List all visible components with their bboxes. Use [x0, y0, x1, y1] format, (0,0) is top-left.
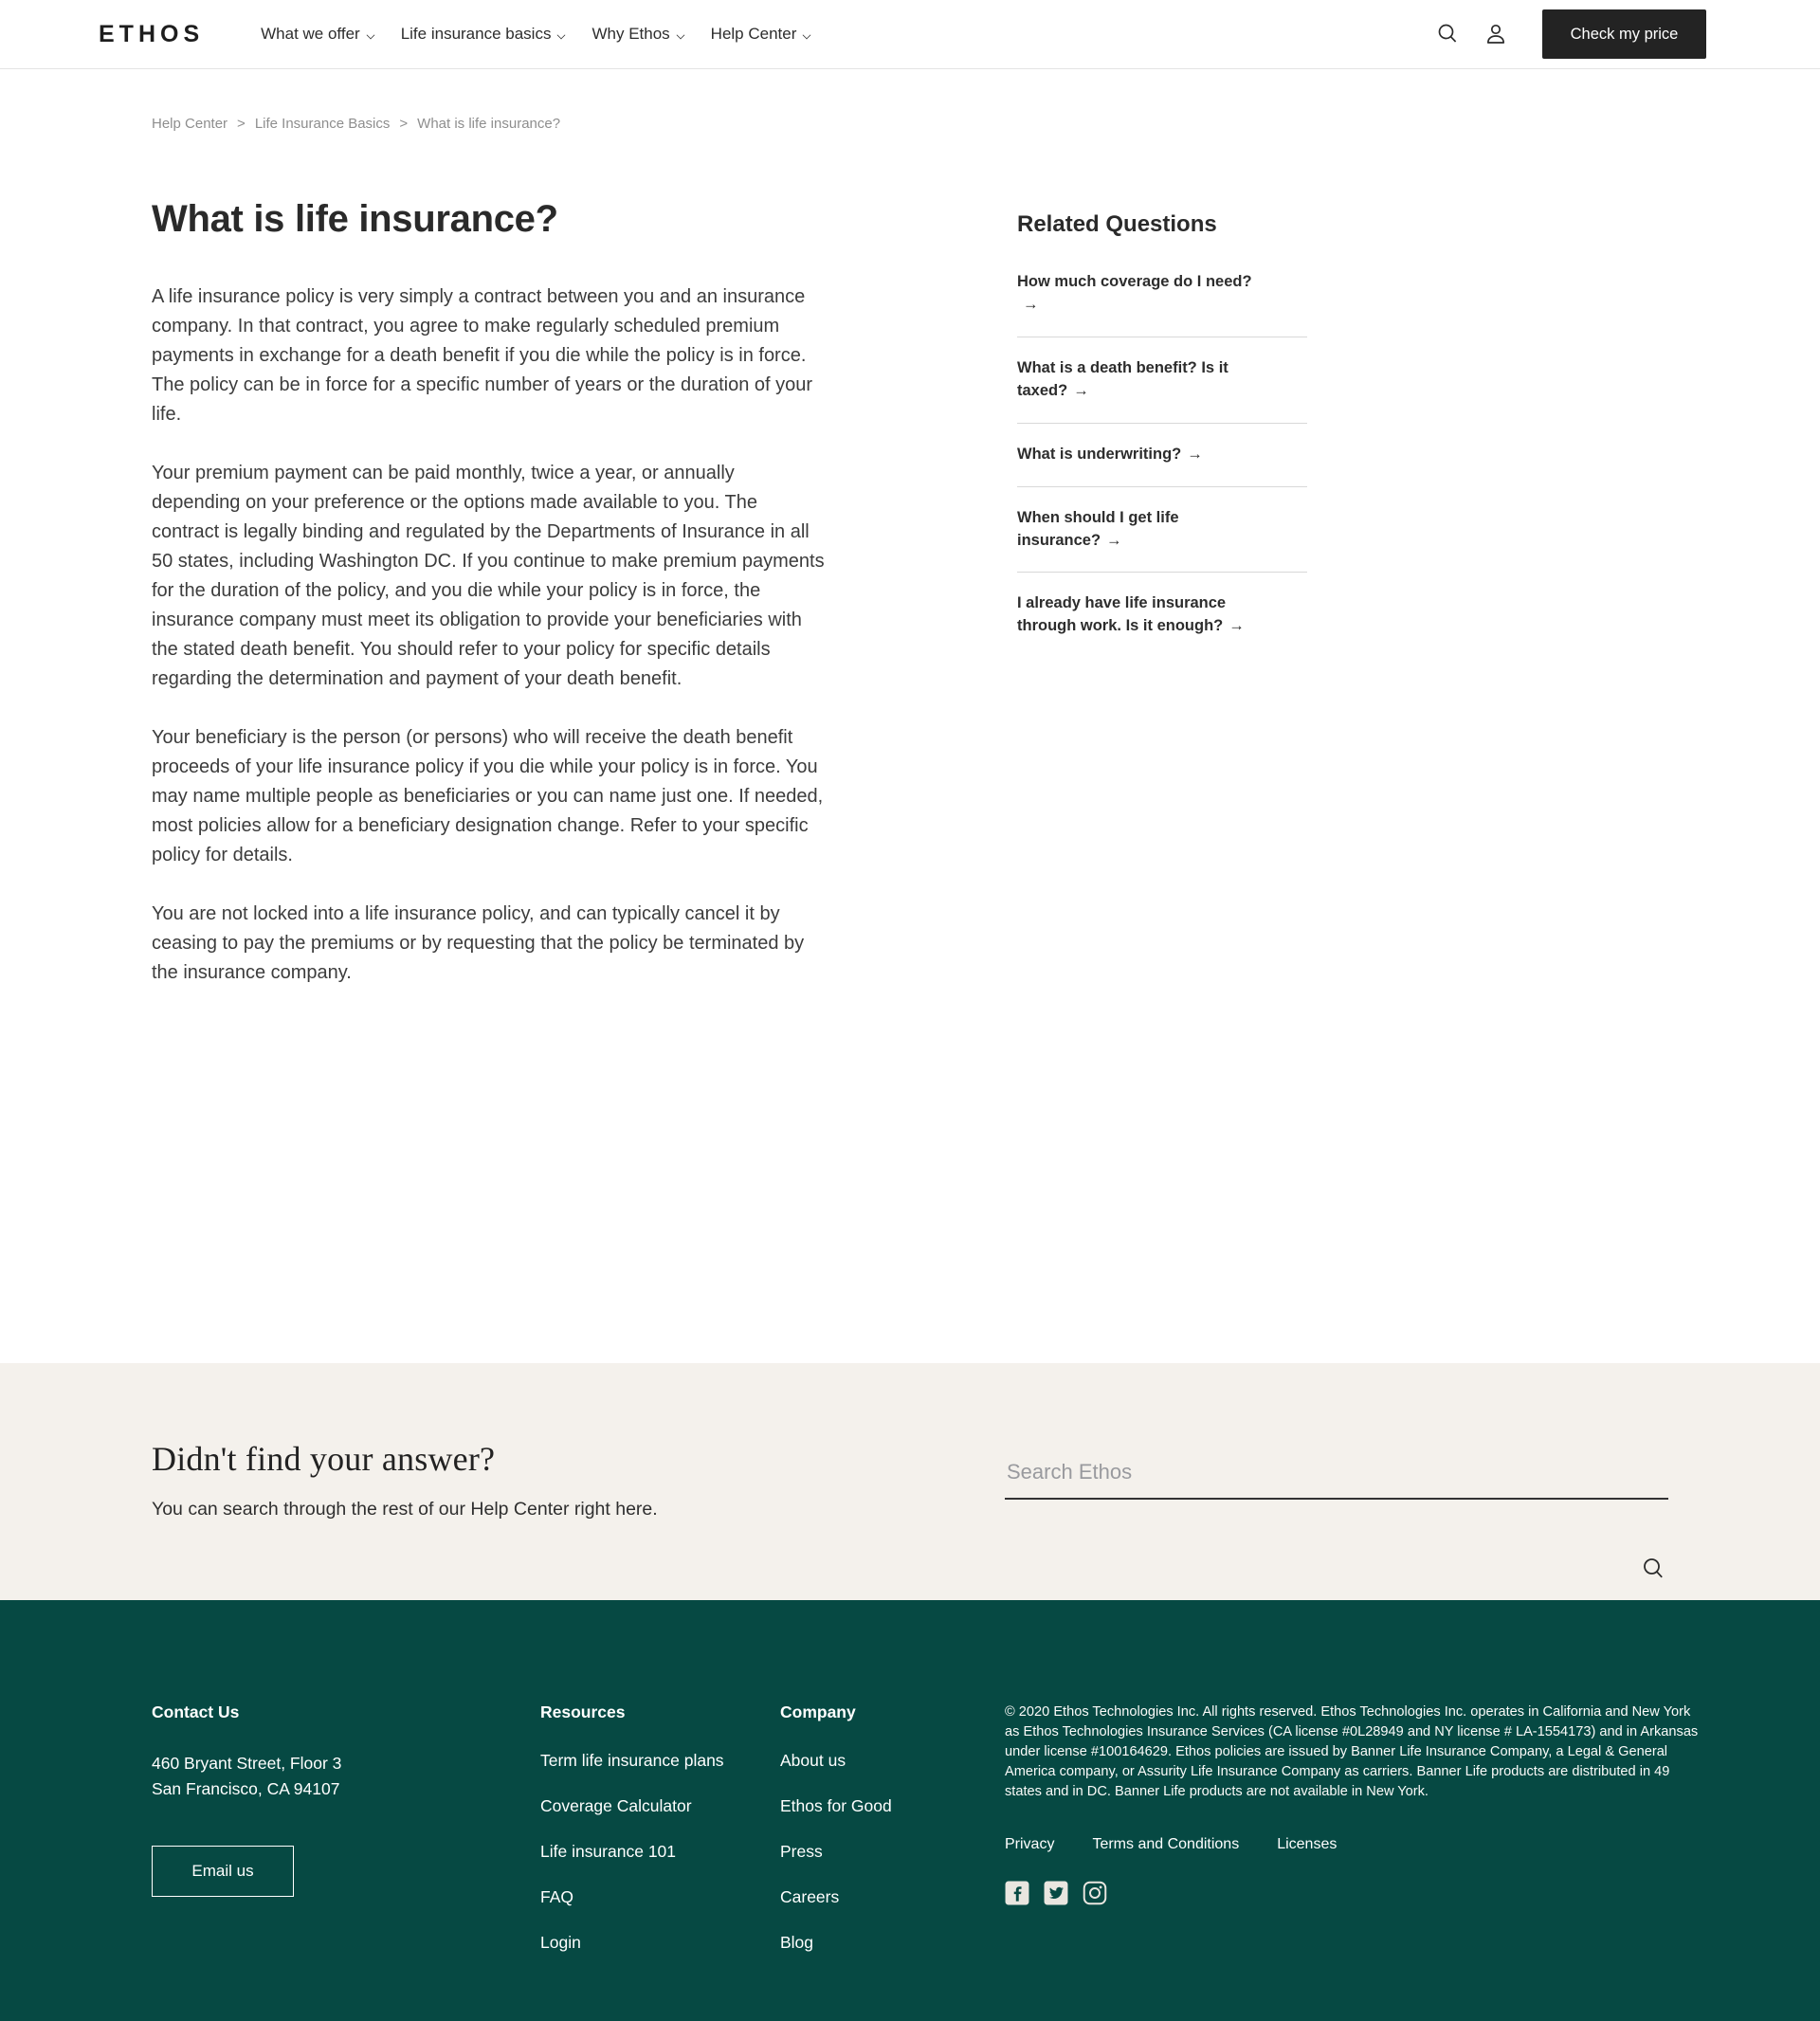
related-question-link[interactable] [1017, 337, 1307, 423]
nav-item-life-insurance-basics[interactable] [401, 25, 566, 44]
article-body [152, 282, 825, 988]
chevron-down-icon [803, 31, 811, 40]
footer-legal-column [1005, 1702, 1706, 2021]
main-content [0, 132, 1820, 1017]
arrow-right-icon: → [1187, 445, 1203, 463]
footer-link-careers[interactable]: Careers [780, 1887, 840, 1906]
article-paragraph: Your premium payment can be paid monthly, twice a year, or annually depending on your preference or the options made available to you. The contract is legally binding and regulated by the Departments of Insurance in all 50 states, including Washington DC. If you continue to make premium payments for the duration of the policy, and you die while your policy is in force, the insurance company must meet its obligation to provide your beneficiaries with the stated death benefit. You should refer to your policy for specific details regarding the determination and payment of your death benefit. [152, 463, 825, 689]
search-section-title: Didn't find your answer? [152, 1440, 496, 1478]
related-questions-title: Related Questions [1017, 211, 1217, 237]
nav-item-label: What we offer [261, 25, 360, 43]
footer-link-ethos-for-good[interactable]: Ethos for Good [780, 1796, 892, 1815]
footer-link-coverage-calculator[interactable]: Coverage Calculator [540, 1796, 692, 1815]
breadcrumb-separator: > [399, 116, 409, 132]
related-question-label: When should I get life insurance? [1017, 508, 1179, 549]
nav-item-label: Why Ethos [592, 25, 670, 43]
nav-item-why-ethos[interactable] [592, 25, 683, 44]
chevron-down-icon [557, 31, 566, 40]
contact-us-title: Contact Us [152, 1702, 240, 1721]
address-line-1: 460 Bryant Street, Floor 3 [152, 1754, 342, 1773]
related-question-link[interactable] [1017, 486, 1307, 573]
search-copy [152, 1439, 658, 1600]
footer-link-life-insurance-101[interactable]: Life insurance 101 [540, 1842, 677, 1861]
footer-link-term-life-insurance-plans[interactable]: Term life insurance plans [540, 1751, 724, 1770]
article-paragraph: You are not locked into a life insurance policy, and can typically cancel it by ceasing to pay the premiums or by requesting that the policy be terminated by the insurance company. [152, 903, 805, 983]
related-question-link[interactable] [1017, 423, 1307, 486]
search-icon[interactable] [1434, 21, 1461, 47]
social-links [1005, 1881, 1706, 1905]
resources-title: Resources [540, 1702, 626, 1721]
facebook-icon[interactable] [1005, 1881, 1029, 1905]
email-us-button[interactable]: Email us [152, 1846, 294, 1897]
legal-disclaimer: © 2020 Ethos Technologies Inc. All rights reserved. Ethos Technologies Inc. operates in California and New York as Ethos Technologies Insurance Services (CA license #0L28949 and NY license # LA-1554173) and in Arkansas under license #100164629. Ethos policies are issued by Banner Life Insurance Company, a Legal & General America company, or Assurity Life Insurance Company as carriers. Banner Life products are distributed in 49 states and in DC. Banner Life products are not available in New York. [1005, 1704, 1699, 1799]
contact-address [152, 1751, 540, 1802]
related-questions-panel [1017, 132, 1307, 1017]
help-search-section [0, 1363, 1820, 1600]
article-paragraph: A life insurance policy is very simply a contract between you and an insurance company. In that contract, you agree to make regularly scheduled premium payments in exchange for a death benefit if you die while the policy is in force. The policy can be in force for a specific number of years or the duration of your life. [152, 286, 813, 425]
footer-company-column [780, 1702, 1005, 2021]
related-question-label: How much coverage do I need? [1017, 273, 1252, 290]
chevron-down-icon [366, 31, 374, 40]
related-question-link[interactable] [1017, 572, 1307, 658]
twitter-icon[interactable] [1044, 1881, 1068, 1905]
arrow-right-icon: → [1023, 295, 1039, 313]
footer-link-blog[interactable]: Blog [780, 1933, 814, 1952]
arrow-right-icon: → [1106, 531, 1122, 549]
search-section-subtitle: You can search through the rest of our Help Center right here. [152, 1499, 658, 1520]
footer [0, 1600, 1820, 2021]
chevron-down-icon [676, 31, 684, 40]
header [0, 0, 1820, 69]
footer-link-licenses[interactable]: Licenses [1277, 1836, 1338, 1852]
related-question-label: What is underwriting? [1017, 445, 1182, 463]
breadcrumb-separator: > [237, 116, 246, 132]
breadcrumb-help-center[interactable]: Help Center [152, 116, 228, 132]
breadcrumb [0, 69, 1820, 132]
article-paragraph: Your beneficiary is the person (or persons) who will receive the death benefit proceeds of your life insurance policy if you die while your policy is in force. You may name multiple people as beneficiaries or you can name just one. If needed, most policies allow for a beneficiary designation change. Refer to your specific policy for details. [152, 727, 824, 865]
company-title: Company [780, 1702, 856, 1721]
breadcrumb-current-page: What is life insurance? [417, 116, 561, 132]
footer-link-login[interactable]: Login [540, 1933, 581, 1952]
search-submit-icon[interactable] [1640, 1556, 1666, 1587]
page-title: What is life insurance? [152, 198, 558, 240]
nav-item-help-center[interactable] [711, 25, 811, 44]
footer-link-about-us[interactable]: About us [780, 1751, 846, 1770]
article [152, 132, 825, 1017]
related-question-link[interactable] [1017, 251, 1307, 337]
header-actions [1434, 9, 1706, 59]
nav-item-label: Help Center [710, 25, 797, 43]
arrow-right-icon: → [1228, 617, 1245, 635]
related-question-label: What is a death benefit? Is it taxed? [1017, 358, 1228, 399]
footer-link-privacy[interactable]: Privacy [1005, 1836, 1055, 1852]
nav-item-what-we-offer[interactable] [261, 25, 374, 44]
footer-resources-column [540, 1702, 780, 2021]
arrow-right-icon: → [1073, 381, 1089, 399]
related-question-label: I already have life insurance through work. Is it enough? [1017, 594, 1227, 635]
instagram-icon[interactable] [1083, 1881, 1107, 1905]
help-search-input[interactable] [1005, 1448, 1668, 1500]
footer-link-faq[interactable]: FAQ [540, 1887, 574, 1906]
footer-link-terms-and-conditions[interactable]: Terms and Conditions [1092, 1836, 1240, 1852]
search-box [1005, 1448, 1668, 1600]
address-line-2: San Francisco, CA 94107 [152, 1779, 340, 1799]
breadcrumb-life-insurance-basics[interactable]: Life Insurance Basics [254, 116, 391, 132]
main-nav [234, 25, 810, 44]
nav-item-label: Life insurance basics [400, 25, 552, 43]
ethos-logo[interactable]: ETHOS [99, 20, 205, 47]
footer-link-press[interactable]: Press [780, 1842, 823, 1861]
legal-links [1005, 1836, 1706, 1853]
check-my-price-button[interactable]: Check my price [1542, 9, 1706, 59]
footer-contact-column [152, 1702, 540, 2021]
account-icon[interactable] [1483, 21, 1509, 47]
